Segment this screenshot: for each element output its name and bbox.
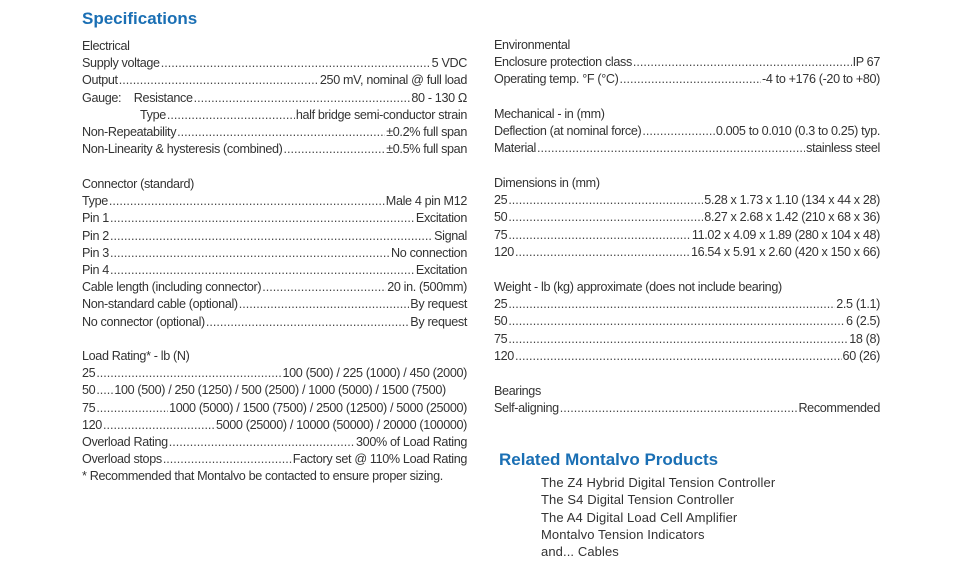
spec-row-weight-50 [494,313,880,330]
related-products-list [541,474,775,560]
spec-row-pin-1 [82,210,467,227]
dot-leader [560,400,798,417]
spec-value: 5.28 x 1.73 x 1.10 (134 x 44 x 28) [704,193,880,208]
spec-label: Deflection (at nominal force) [494,124,642,139]
dot-leader [163,451,292,468]
spec-row-load-75 [82,400,467,417]
spec-label: 50 [494,210,508,225]
dot-leader [508,227,691,244]
dot-leader [515,244,690,261]
spec-value: Excitation [415,211,467,226]
spec-row-load-120 [82,417,467,434]
dot-leader [110,210,415,227]
mechanical-heading: Mechanical - in (mm) [494,107,605,121]
spec-label: Material [494,141,536,156]
dot-leader [284,141,386,158]
load-rating-section [82,348,467,486]
spec-label: Self-aligning [494,401,559,416]
spec-row-gauge-type [82,107,467,124]
spec-label: 75 [82,400,96,415]
spec-row-load-50 [82,382,467,399]
dot-leader [119,72,319,89]
environmental-section [494,37,880,89]
spec-value: By request [410,297,467,312]
spec-value: By request [410,314,467,329]
load-rating-heading: Load Rating* - lb (N) [82,349,190,363]
bearings-section [494,383,880,417]
spec-row-operating-temp [494,71,880,88]
dot-leader [96,365,281,382]
spec-value: half bridge semi-conductor strain [295,107,467,122]
spec-label: Type [82,194,108,209]
spec-value: -4 to +176 (-20 to +80) [762,72,880,87]
spec-row-pin-4 [82,262,467,279]
spec-value: Male 4 pin M12 [385,194,467,209]
dimensions-heading: Dimensions in (mm) [494,176,600,190]
related-product-item: Montalvo Tension Indicators [541,526,705,542]
spec-label: Overload stops [82,452,162,467]
dot-leader [537,140,805,157]
spec-label: 25 [494,193,508,208]
spec-row-weight-120 [494,348,880,365]
spec-label: 120 [82,417,102,432]
spec-label: Supply voltage [82,56,160,71]
spec-value: 100 (500) / 250 (1250) / 500 (2500) / 1000 (5000) / 1500 (7500) [114,383,446,398]
spec-row-overload-stops [82,451,467,468]
related-products-title: Related Montalvo Products [499,450,719,469]
spec-value: 18 (8) [849,331,880,346]
spec-value: No connection [391,245,467,260]
spec-row-dim-120 [494,244,880,261]
dot-leader [96,400,168,417]
spec-value: 2.5 (1.1) [836,297,880,312]
spec-row-gauge-resistance [82,90,467,107]
spec-label: Non-standard cable (optional) [82,297,238,312]
dot-leader [642,123,714,140]
related-product-item: The Z4 Hybrid Digital Tension Controller [541,475,776,490]
spec-label: Overload Rating [82,434,168,449]
spec-row-dim-25 [494,192,880,209]
connector-section [82,176,467,331]
dot-leader [103,417,215,434]
mechanical-section [494,106,880,158]
spec-row-enclosure-class [494,54,880,71]
spec-row-material [494,140,880,157]
spec-row-supply-voltage [82,55,467,72]
spec-value: 20 in. (500mm) [387,280,467,295]
spec-label: 75 [494,227,508,242]
spec-label: Pin 3 [82,245,109,260]
page-title: Specifications [82,9,198,28]
spec-label: Type [140,107,166,122]
related-product-item: The S4 Digital Tension Controller [541,492,735,508]
dot-leader [110,228,433,245]
spec-label: Output [82,73,118,88]
spec-row-no-connector [82,314,467,331]
dot-leader [633,54,852,71]
spec-label: 120 [494,244,514,259]
weight-heading: Weight - lb (kg) approximate (does not include bearing) [494,280,782,294]
dot-leader [110,245,390,262]
spec-label: Pin 2 [82,228,109,243]
spec-label: Operating temp. °F (°C) [494,72,619,87]
spec-label: Gauge: Resistance [82,90,193,105]
spec-value: Factory set @ 110% Load Rating [292,452,467,467]
weight-section [494,279,880,365]
dot-leader [515,348,842,365]
spec-value: IP 67 [852,55,880,70]
spec-value: 300% of Load Rating [356,434,467,449]
dot-leader [194,90,411,107]
spec-label: 75 [494,331,508,346]
spec-label: Non-Linearity & hysteresis (combined) [82,142,283,157]
spec-value: 5 VDC [431,56,467,71]
spec-label: 25 [494,297,508,312]
dot-leader [110,262,415,279]
spec-row-dim-50 [494,209,880,226]
spec-row-dim-75 [494,227,880,244]
dot-leader [167,107,295,124]
spec-row-pin-2 [82,228,467,245]
spec-value: 16.54 x 5.91 x 2.60 (420 x 150 x 66) [690,244,880,259]
spec-label: Enclosure protection class [494,55,632,70]
spec-label: Non-Repeatability [82,124,177,139]
spec-label: 25 [82,366,96,381]
spec-value: 60 (26) [842,348,880,363]
electrical-section [82,38,467,158]
spec-value: 80 - 130 Ω [411,90,467,105]
dimensions-section [494,175,880,261]
spec-value: 100 (500) / 225 (1000) / 450 (2000) [282,366,467,381]
spec-value: 11.02 x 4.09 x 1.89 (280 x 104 x 48) [691,227,880,242]
spec-label: 50 [82,383,96,398]
spec-label: 50 [494,314,508,329]
environmental-heading: Environmental [494,38,570,52]
spec-value: Recommended [798,401,880,416]
spec-row-non-linearity [82,141,467,158]
spec-value: Excitation [415,262,467,277]
spec-label: Pin 4 [82,262,109,277]
dot-leader [508,192,703,209]
spec-row-overload-rating [82,434,467,451]
dot-leader [96,382,113,399]
spec-label: No connector (optional) [82,314,205,329]
spec-value: Signal [434,228,467,243]
dot-leader [508,296,835,313]
spec-value: stainless steel [806,141,880,156]
bearings-heading: Bearings [494,384,541,398]
spec-value: ±0.2% full span [386,124,467,139]
connector-heading: Connector (standard) [82,177,195,191]
spec-row-self-aligning [494,400,880,417]
dot-leader [508,209,703,226]
spec-value: 5000 (25000) / 10000 (50000) / 20000 (100000) [215,417,467,432]
electrical-heading: Electrical [82,39,130,53]
spec-label: 120 [494,348,514,363]
spec-row-deflection [494,123,880,140]
spec-row-output [82,72,467,89]
dot-leader [177,124,385,141]
spec-row-cable-length [82,279,467,296]
spec-row-non-standard-cable [82,296,467,313]
dot-leader [239,296,410,313]
related-product-item: and... Cables [541,544,619,560]
dot-leader [508,313,845,330]
spec-row-pin-3 [82,245,467,262]
dot-leader [620,71,762,88]
spec-label: Pin 1 [82,211,109,226]
spec-row-weight-25 [494,296,880,313]
spec-row-non-repeatability [82,124,467,141]
spec-value: 250 mV, nominal @ full load [319,73,467,88]
spec-row-load-25 [82,365,467,382]
spec-label: Cable length (including connector) [82,280,262,295]
dot-leader [161,55,431,72]
dot-leader [206,314,409,331]
spec-value: 0.005 to 0.010 (0.3 to 0.25) typ. [715,124,880,139]
sizing-footnote: * Recommended that Montalvo be contacted to ensure proper sizing. [82,469,443,484]
spec-value: ±0.5% full span [386,142,467,157]
related-product-item: The A4 Digital Load Cell Amplifier [541,509,738,525]
spec-row-weight-75 [494,331,880,348]
spec-value: 6 (2.5) [846,314,880,329]
spec-value: 1000 (5000) / 1500 (7500) / 2500 (12500) / 5000 (25000) [169,400,467,415]
dot-leader [169,434,355,451]
spec-row-connector-type [82,193,467,210]
dot-leader [508,331,848,348]
dot-leader [262,279,386,296]
dot-leader [109,193,385,210]
spec-value: 8.27 x 2.68 x 1.42 (210 x 68 x 36) [704,210,880,225]
